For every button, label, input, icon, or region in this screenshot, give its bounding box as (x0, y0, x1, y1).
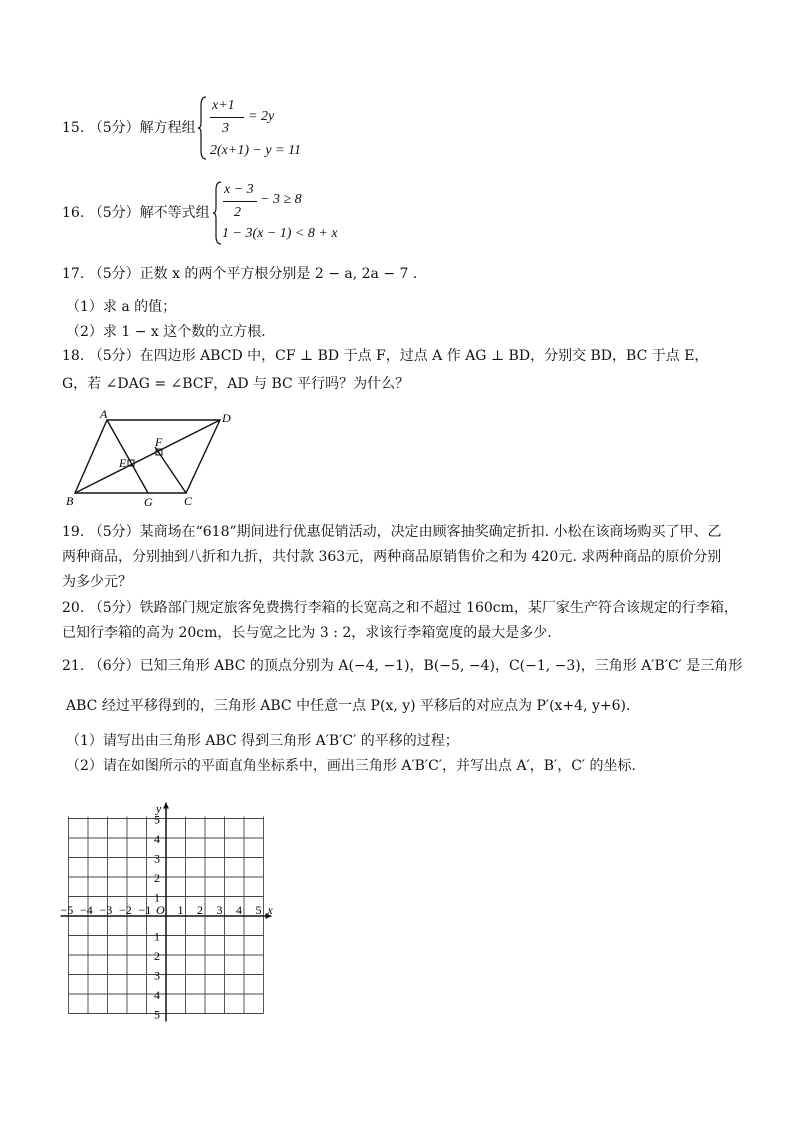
q18-line2: G，若 ∠DAG = ∠BCF，AD 与 BC 平行吗？为什么？ (62, 376, 410, 392)
q21-sub1: （1）请写出由三角形 ABC 得到三角形 A′B′C′ 的平移的过程； (66, 733, 459, 749)
segment-cf (155, 447, 186, 493)
diagonal-bd (75, 420, 220, 493)
q20-line1: 20. （5分）铁路部门规定旅客免费携行李箱的长宽高之和不超过 160cm，某厂家生产符合该规定的行李箱， (62, 600, 738, 616)
y-tick-label: 5 (154, 1007, 160, 1022)
x-tick-label: 5 (255, 903, 262, 917)
q16-fraction-bar (223, 201, 257, 202)
label-E: E (119, 456, 127, 470)
y-tick-label: 1 (154, 929, 160, 944)
q16-ineq1-numerator: x − 3 (224, 182, 254, 197)
q16-ineq1-rhs: − 3 ≥ 8 (260, 192, 302, 207)
y-axis-arrow (163, 803, 169, 809)
q16-ineq1-denominator: 2 (234, 205, 241, 220)
origin-label: O (156, 903, 165, 917)
q16-ineq2: 1 − 3(x − 1) < 8 + x (222, 226, 338, 241)
q17-sub2: （2）求 1 − x 这个数的立方根. (66, 324, 266, 340)
label-C: C (184, 494, 193, 508)
y-tick-label: 2 (154, 949, 160, 963)
q17-sub1: （1）求 a 的值； (66, 299, 177, 315)
y-tick-label: 2 (154, 871, 160, 885)
q15-eq1-denominator: 3 (222, 121, 229, 136)
q19-line2: 两种商品，分别抽到八折和九折，共付款 363元，两种商品原销售价之和为 420元. 求两种商品的原价分别 (62, 549, 722, 565)
y-tick-label: 3 (154, 851, 160, 866)
y-tick-label: 1 (154, 890, 160, 905)
q15-brace (198, 95, 208, 161)
q16-label: 16. （5分）解不等式组 (62, 205, 210, 221)
q15-eq2: 2(x+1) − y = 11 (210, 143, 302, 158)
label-B: B (66, 494, 74, 508)
q21-sub2: （2）请在如图所示的平面直角坐标系中，画出三角形 A′B′C′，并写出点 A′，B′，C′ 的坐标. (66, 758, 636, 774)
q20-line2: 已知行李箱的高为 20cm，长与宽之比为 3 : 2，求该行李箱宽度的最大是多少. (62, 625, 552, 641)
label-F: F (155, 435, 163, 449)
axis-x-label: x (267, 903, 273, 917)
segment-ag (107, 420, 148, 493)
x-tick-label: 3 (216, 903, 223, 917)
x-tick-label: −4 (80, 903, 93, 917)
y-tick-label: 4 (154, 988, 160, 1002)
q18-parallelogram-figure (62, 408, 242, 508)
q21-line1: 21. （6分）已知三角形 ABC 的顶点分别为 A(−4, −1)，B(−5, −4)，C(−1, −3)，三角形 A′B′C′ 是三角形 (62, 658, 743, 674)
q15-eq1-numerator: x+1 (212, 98, 235, 113)
q17-line: 17. （5分）正数 x 的两个平方根分别是 2 − a, 2a − 7 . (62, 266, 418, 282)
q18-line1: 18. （5分）在四边形 ABCD 中，CF ⊥ BD 于点 F，过点 A 作 AG ⊥ BD，分别交 BD，BC 于点 E， (62, 348, 709, 364)
y-tick-label: 5 (154, 812, 160, 827)
axis-y-label: y (156, 801, 162, 816)
x-tick-label: −1 (138, 903, 152, 917)
x-tick-label: −3 (99, 903, 113, 917)
q21-line2: ABC 经过平移得到的，三角形 ABC 中任意一点 P(x, y) 平移后的对应点为 P′(x+4, y+6). (66, 698, 631, 714)
label-D: D (222, 411, 231, 425)
q15-fraction-bar (210, 117, 244, 118)
y-tick-label: 4 (154, 832, 160, 846)
coordinate-grid-figure (60, 792, 273, 1022)
label-A: A (100, 407, 108, 421)
x-tick-label: 1 (177, 903, 184, 917)
label-G: G (144, 495, 153, 509)
x-tick-label: −5 (60, 903, 74, 917)
y-tick-label: 3 (154, 968, 160, 983)
x-tick-label: −2 (119, 903, 132, 917)
x-tick-label: 2 (197, 903, 203, 917)
q19-line3: 为多少元？ (62, 574, 132, 590)
q15-eq1-rhs: = 2y (248, 109, 275, 124)
x-tick-label: 4 (236, 903, 242, 917)
q19-line1: 19. （5分）某商场在“618”期间进行优惠促销活动，决定由顾客抽奖确定折扣. 小松在该商场购买了甲、乙 (62, 524, 722, 540)
q15-label: 15. （5分）解方程组 (62, 120, 196, 136)
